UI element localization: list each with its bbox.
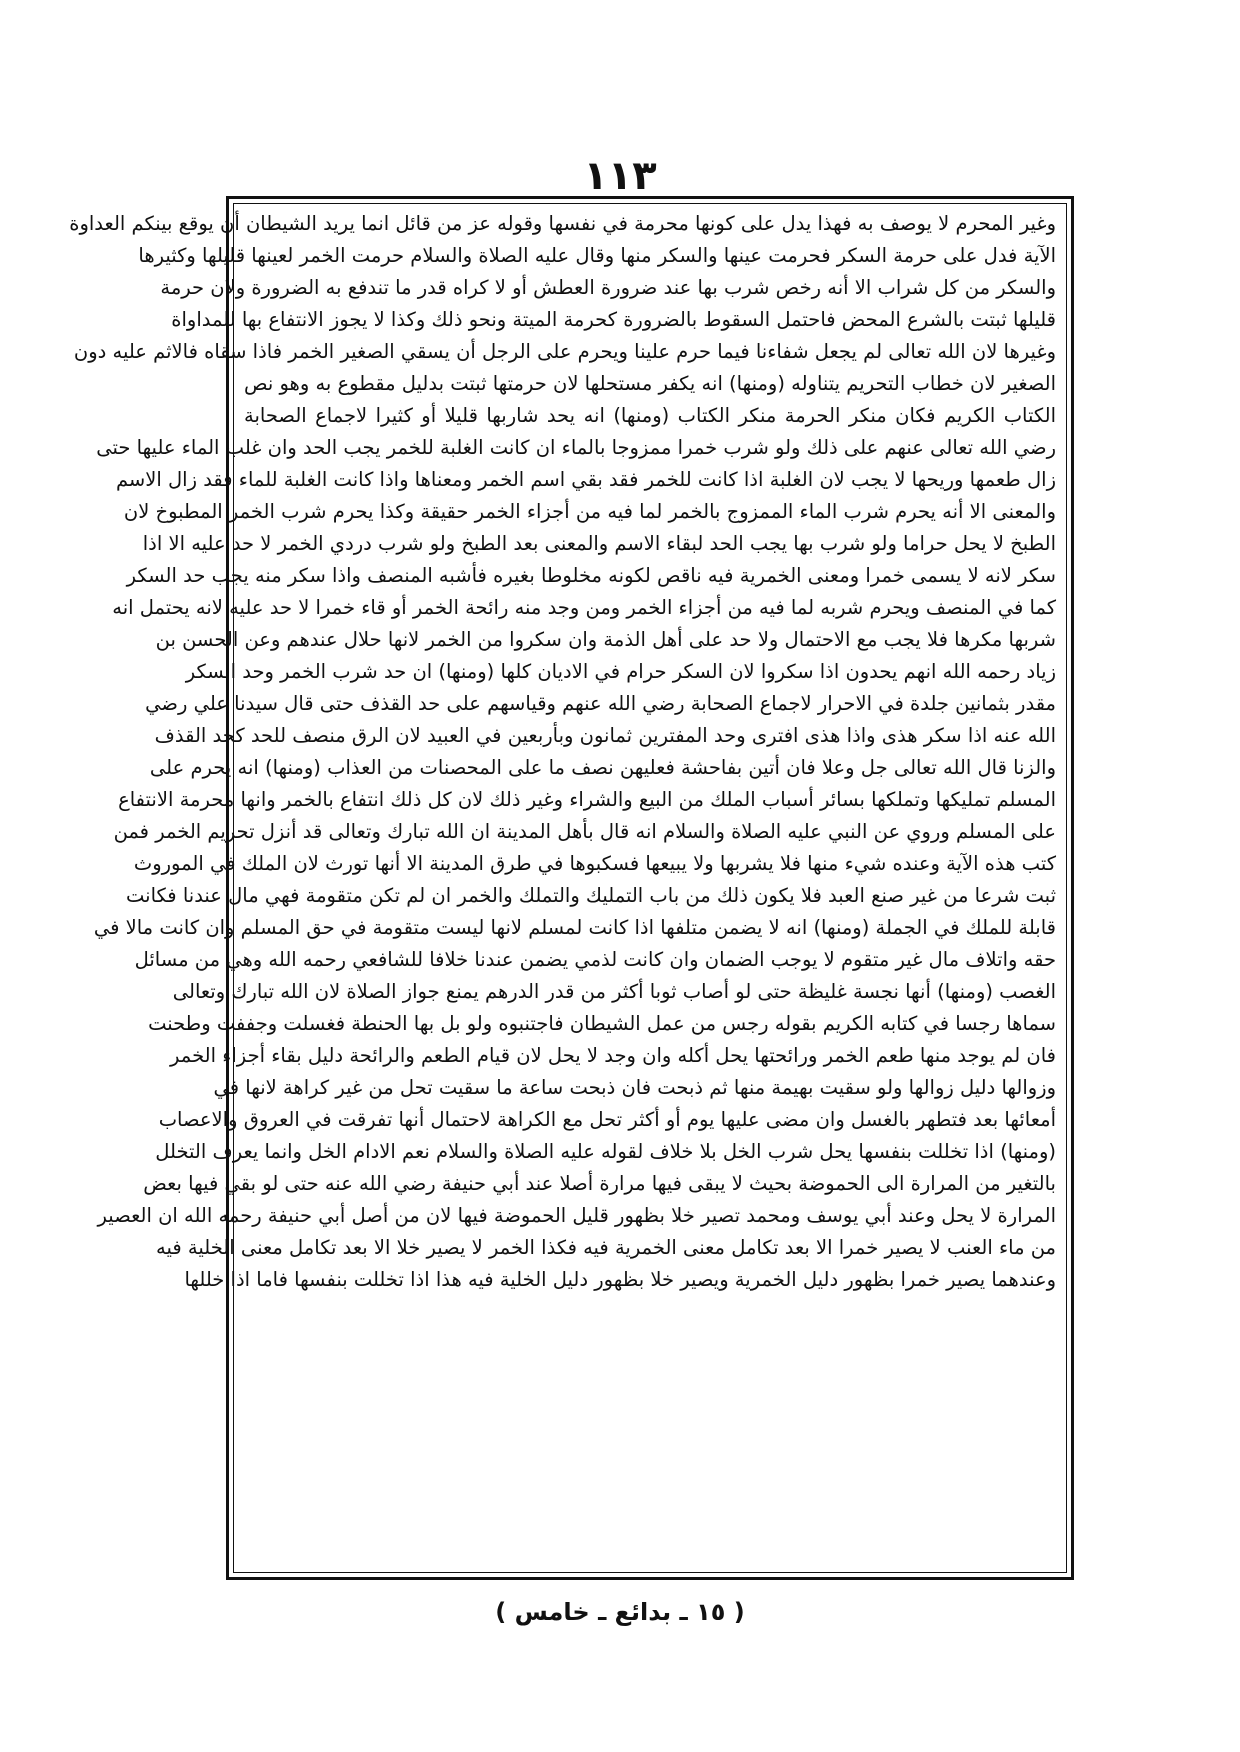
text-line: المسلم تمليكها وتملكها بسائر أسباب الملك من البيع والشراء وغير ذلك لان كل ذلك انتفاع بالخمر وانها محرمة الانتفاع <box>118 788 1056 811</box>
text-line: رضي الله تعالى عنهم على ذلك ولو شرب خمرا ممزوجا بالماء ان كانت الغلبة للخمر يجب الحد وان غلب الماء عليها حتى <box>96 436 1056 459</box>
text-line: وزوالها دليل زوالها ولو سقيت بهيمة منها ثم ذبحت فان ذبحت ساعة ما سقيت تحل من غير كراهة لانها في <box>213 1076 1056 1099</box>
text-line: زياد رحمه الله انهم يحدون اذا سكروا لان السكر حرام في الاديان كلها (ومنها) ان حد شرب الخمر وحد السكر <box>185 660 1056 683</box>
text-line: (ومنها) اذا تخللت بنفسها يحل شرب الخل بلا خلاف لقوله عليه الصلاة والسلام نعم الادام الخل وانما يعرف التخلل <box>155 1140 1056 1163</box>
text-line: كتب هذه الآية وعنده شيء منها فلا يشربها ولا يبيعها فسكبوها في طرق المدينة الا أنها تورث لان الملك في الموروث <box>133 852 1056 875</box>
text-line: شربها مكرها فلا يجب مع الاحتمال ولا حد على أهل الذمة وان سكروا من الخمر لانها حلال عندهم وعن الحسن بن <box>155 628 1056 651</box>
text-line: الله عنه اذا سكر هذى واذا هذى افترى وحد المفترين ثمانون وبأربعين في العبيد لان الرق منصف للحد كحد القذف <box>154 724 1056 747</box>
text-line: والمعنى الا أنه يحرم شرب الماء الممزوج بالخمر لما فيه من أجزاء الخمر حقيقة وكذا يحرم شرب الخمر المطبوخ لان <box>123 500 1056 523</box>
text-line: الصغير لان خطاب التحريم يتناوله (ومنها) انه يكفر مستحلها لان حرمتها ثبتت بدليل مقطوع به وهو نص <box>243 372 1056 395</box>
text-line: زال طعمها وريحها لا يجب لان الغلبة اذا كانت للخمر فقد بقي اسم الخمر ومعناها واذا كانت الغلبة للماء فقد زال الاسم <box>115 468 1056 491</box>
text-line: أمعائها بعد فتطهر بالغسل وان مضى عليها يوم أو أكثر تحل مع الكراهة لاحتمال أنها تفرقت في العروق والاعصاب <box>158 1108 1056 1131</box>
text-line: من ماء العنب لا يصير خمرا الا بعد تكامل معنى الخمرية فيه فكذا الخمر لا يصير خلا الا بعد تكامل معنى الخلية فيه <box>156 1236 1056 1259</box>
text-line: الغصب (ومنها) أنها نجسة غليظة حتى لو أصاب ثوبا أكثر من قدر الدرهم يمنع جواز الصلاة لان الله تبارك وتعالى <box>172 980 1056 1003</box>
text-line: بالتغير من المرارة الى الحموضة بحيث لا يبقى فيها مرارة أصلا عند أبي حنيفة رضي الله عنه حتى لو بقي فيها بعض <box>143 1172 1056 1195</box>
text-line: والزنا قال الله تعالى جل وعلا فان أتين بفاحشة فعليهن نصف ما على المحصنات من العذاب (ومنها) انه يحرم على <box>149 756 1056 779</box>
text-line: فان لم يوجد منها طعم الخمر ورائحتها يحل أكله وان وجد لا يحل لان قيام الطعم والرائحة دليل بقاء أجزاء الخمر <box>170 1044 1056 1067</box>
text-line: وعندهما يصير خمرا بظهور دليل الخمرية ويصير خلا بظهور دليل الخلية فيه هذا اذا تخللت بنفسها فاما اذا خللها <box>184 1268 1056 1291</box>
text-line: وغير المحرم لا يوصف به فهذا يدل على كونها محرمة في نفسها وقوله عز من قائل انما يريد الشيطان أن يوقع بينكم العداوة <box>69 212 1056 235</box>
text-line: الآية فدل على حرمة السكر فحرمت عينها والسكر منها وقال عليه الصلاة والسلام حرمت الخمر لعينها قليلها وكثيرها <box>138 244 1056 267</box>
text-line: قابلة للملك في الجملة (ومنها) انه لا يضمن متلفها اذا كانت لمسلم لانها ليست متقومة في حق المسلم وان كانت مالا في <box>93 916 1056 939</box>
text-line: على المسلم وروي عن النبي عليه الصلاة والسلام انه قال بأهل المدينة ان الله تبارك وتعالى قد أنزل تحريم الخمر فمن <box>113 820 1056 843</box>
text-line: وغيرها لان الله تعالى لم يجعل شفاءنا فيما حرم علينا ويحرم على الرجل أن يسقي الصغير الخمر فاذا سقاه فالاثم عليه دون <box>73 340 1056 363</box>
text-line: ثبت شرعا من غير صنع العبد فلا يكون ذلك من باب التمليك والتملك والخمر ان لم تكن متقومة فهي مال عندنا فكانت <box>126 884 1056 907</box>
text-line: كما في المنصف ويحرم شربه لما فيه من أجزاء الخمر ومن وجد منه رائحة الخمر أو قاء خمرا لا حد عليه لانه يحتمل انه <box>112 596 1056 619</box>
text-line: المرارة لا يحل وعند أبي يوسف ومحمد تصير خلا بظهور قليل الحموضة فيها لان من أصل أبي حنيفة رحمه الله ان العصير <box>97 1204 1056 1227</box>
text-line: الكتاب الكريم فكان منكر الحرمة منكر الكتاب (ومنها) انه يحد شاربها قليلا أو كثيرا لاجماع الصحابة <box>244 404 1056 427</box>
body-text <box>69 208 1056 1568</box>
text-line: سكر لانه لا يسمى خمرا ومعنى الخمرية فيه ناقص لكونه مخلوطا بغيره فأشبه المنصف واذا سكر منه يجب حد السكر <box>126 564 1056 587</box>
text-line: قليلها ثبتت بالشرع المحض فاحتمل السقوط بالضرورة كحرمة الميتة ونحو ذلك وكذا لا يجوز الانتفاع بها للمداواة <box>171 308 1056 331</box>
text-line: والسكر من كل شراب الا أنه رخص شرب بها عند ضرورة العطش أو لا كراه قدر ما تندفع به الضرورة ولان حرمة <box>160 276 1056 299</box>
text-line: حقه واتلاف مال غير متقوم لا يوجب الضمان وان كانت لذمي يضمن عندنا خلافا للشافعي رحمه الله وهي من مسائل <box>134 948 1056 971</box>
text-line: مقدر بثمانين جلدة في الاحرار لاجماع الصحابة رضي الله عنهم وقياسهم على حد القذف حتى قال سيدنا علي رضي <box>145 692 1056 715</box>
text-line: الطبخ لا يحل حراما ولو شرب بها يجب الحد لبقاء الاسم والمعنى بعد الطبخ ولو شرب دردي الخمر لا حد عليه الا اذا <box>142 532 1056 555</box>
text-line: سماها رجسا في كتابه الكريم بقوله رجس من عمل الشيطان فاجتنبوه ولو بل بها الحنطة فغسلت وجففت وطحنت <box>148 1012 1056 1035</box>
page-footer: ( ١٥ ـ بدائع ـ خامس ) <box>495 1598 745 1626</box>
page-number: ١١٣ <box>583 153 657 199</box>
